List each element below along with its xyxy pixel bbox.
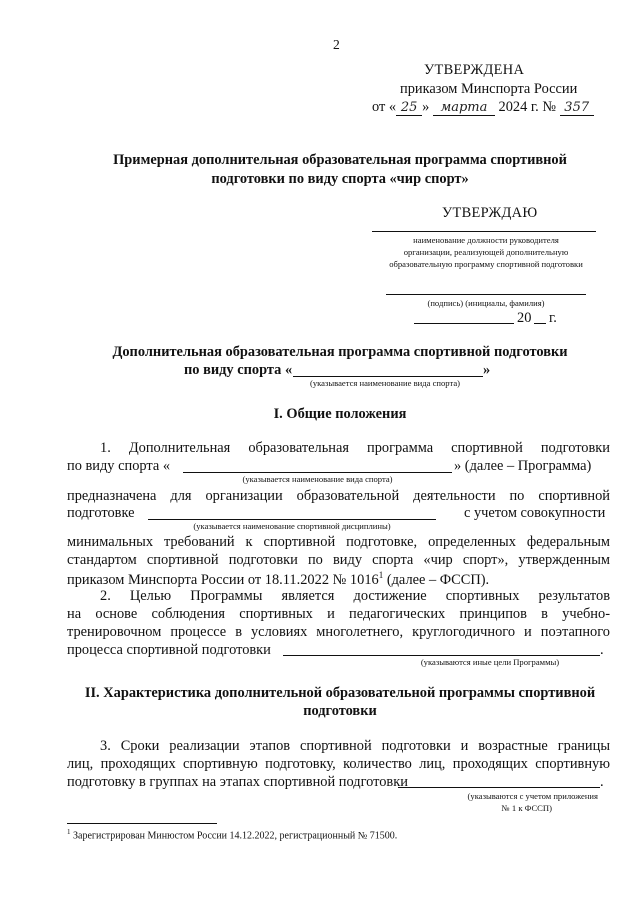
footnote-separator — [67, 823, 217, 824]
p1-line-3: предназначена для организации образовательной деятельности по спортивной — [67, 488, 610, 504]
date-blank-line — [414, 323, 514, 324]
footnote-mark: 1 — [67, 828, 71, 836]
p1-line-5: минимальных требований к спортивной подготовке, определенных федеральным — [67, 534, 610, 550]
program-title-line-2-start: по виду спорта « — [184, 362, 293, 378]
main-title-line-1: Примерная дополнительная образовательная программа спортивной — [113, 152, 567, 168]
approve-caption-3: образовательную программу спортивной подготовки — [389, 259, 583, 269]
section-2-heading-line-2: подготовки — [303, 703, 377, 719]
p3-line-2: лиц, проходящих спортивную подготовку, количество лиц, проходящих спортивную — [67, 756, 610, 772]
p1-line-7-main: приказом Минспорта России от 18.11.2022 № 1016 — [67, 571, 379, 588]
approval-order-line: приказом Минспорта России — [400, 81, 578, 97]
p3-line-3: подготовку в группах на этапах спортивной подготовки — [67, 774, 408, 790]
program-title-line-1: Дополнительная образовательная программа спортивной подготовки — [112, 344, 568, 360]
p1-sport-blank-line — [183, 472, 452, 473]
page-number: 2 — [333, 37, 340, 52]
section-1-heading: I. Общие положения — [273, 406, 407, 422]
signature-line — [386, 294, 586, 295]
p2-line-4: процесса спортивной подготовки — [67, 642, 271, 658]
program-title-caption: (указывается наименование вида спорта) — [309, 378, 461, 388]
main-title-line-2: подготовки по виду спорта «чир спорт» — [211, 171, 469, 187]
p1-line-6: стандартом спортивной подготовки по виду спорта «чир спорт», утвержденным — [67, 552, 610, 568]
year-prefix: 20 — [517, 310, 532, 326]
p2-line-2: на основе соблюдения спортивных и педагогических принципов в учебно- — [67, 606, 610, 622]
footnote-ref: 1 — [378, 570, 384, 580]
signature-caption: (подпись) (инициалы, фамилия) — [427, 298, 545, 308]
goals-blank-line — [283, 655, 600, 656]
footnote-text: Зарегистрирован Минюстом России 14.12.2022, регистрационный № 71500. — [70, 830, 398, 842]
date-year-text: 2024 г. № — [498, 99, 557, 115]
footnote — [67, 828, 397, 841]
sport-name-blank-line — [293, 376, 483, 377]
year-g: г. — [549, 310, 557, 326]
approve-title: УТВЕРЖДАЮ — [442, 205, 538, 221]
date-day-handwritten: 25 — [396, 100, 422, 116]
program-title-line-2-end: » — [483, 362, 491, 378]
p3-caption-2: № 1 к ФССП) — [501, 803, 552, 813]
p3-caption-1: (указываются с учетом приложения — [467, 791, 598, 801]
p1-caption-1: (указывается наименование вида спорта) — [242, 474, 393, 484]
approve-caption-2: организации, реализующей дополнительную — [403, 247, 569, 257]
p1-line-4-end: с учетом совокупности — [464, 505, 606, 521]
p2-line-1: 2. Целью Программы является достижение спортивных результатов — [100, 588, 610, 604]
p1-line-7-end: (далее – ФССП). — [383, 571, 490, 588]
order-number-handwritten: 357 — [560, 100, 594, 116]
position-signature-line — [372, 231, 596, 232]
p2-line-4-end: . — [600, 642, 604, 658]
approve-caption-1: наименование должности руководителя — [413, 235, 559, 245]
p1-line-7 — [67, 570, 489, 589]
p1-line-4-start: подготовке — [67, 505, 135, 521]
p3-line-1: 3. Сроки реализации этапов спортивной подготовки и возрастные границы — [100, 738, 610, 754]
year-blank-line — [534, 323, 546, 324]
p1-line-2-end: » (далее – Программа) — [454, 458, 592, 474]
approval-title: УТВЕРЖДЕНА — [424, 62, 525, 78]
discipline-blank-line — [148, 519, 436, 520]
p1-caption-2: (указывается наименование спортивной дисциплины) — [193, 521, 391, 531]
date-prefix: от « — [372, 99, 397, 115]
ages-blank-line — [398, 787, 600, 788]
p3-line-3-end: . — [600, 774, 604, 790]
p2-line-3: тренировочном процессе в условиях многолетнего, круглогодичного и поэтапного — [67, 624, 610, 640]
section-2-heading-line-1: II. Характеристика дополнительной образовательной программы спортивной — [84, 685, 596, 701]
p2-caption: (указываются иные цели Программы) — [420, 657, 560, 667]
approval-date-line — [372, 99, 594, 116]
date-month-handwritten: марта — [433, 100, 495, 116]
p1-line-1: 1. Дополнительная образовательная программа спортивной подготовки — [100, 440, 610, 456]
date-mid: » — [422, 99, 430, 115]
p1-line-2-start: по виду спорта « — [67, 458, 171, 474]
